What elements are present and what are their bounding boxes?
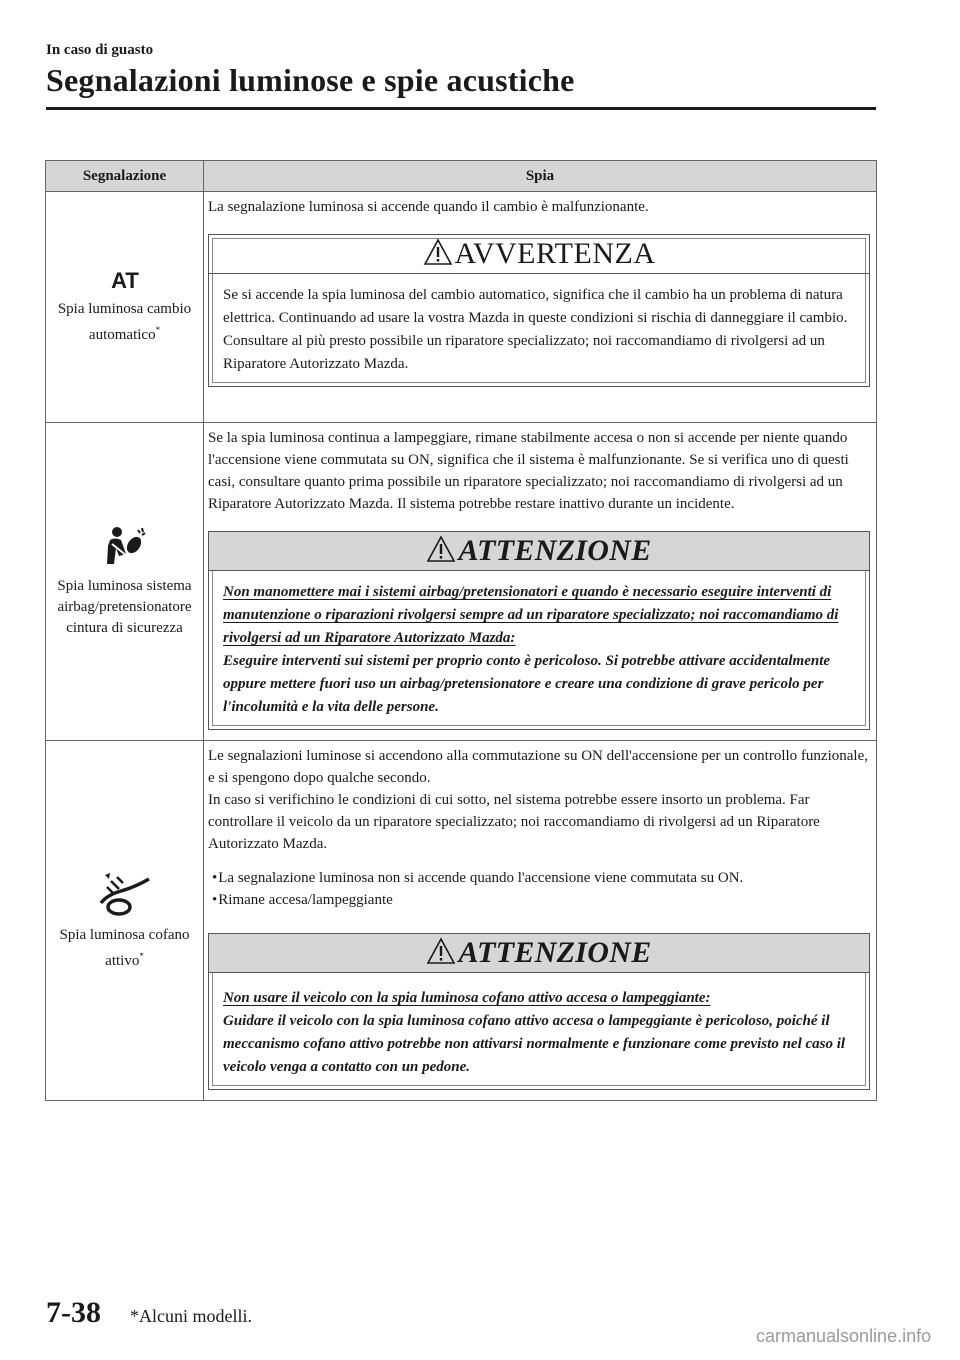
table-row bbox=[46, 423, 877, 741]
warning-lights-table bbox=[45, 160, 877, 1101]
caution-box-detail: Guidare il veicolo con la spia luminosa cofano attivo accesa o lampeggiante è pericoloso, poiché il meccanismo cofano attivo potrebbe non attivarsi normalmente e funzionare come previsto nel caso il veicolo venga a contatto con un pedone. bbox=[223, 1013, 846, 1075]
table-row bbox=[46, 741, 877, 1101]
signal-cell bbox=[46, 741, 204, 1101]
page-number: 7-38 bbox=[46, 1296, 101, 1329]
caution-box bbox=[208, 933, 870, 1090]
signal-cell bbox=[46, 192, 204, 423]
active-bonnet-icon bbox=[97, 869, 153, 917]
title-rule bbox=[46, 107, 876, 110]
svg-text:AT: AT bbox=[110, 268, 139, 291]
caution-box-title: ATTENZIONE bbox=[458, 936, 652, 969]
light-description: La segnalazione luminosa si accende quando il cambio è malfunzionante. bbox=[208, 199, 649, 215]
table-row bbox=[46, 192, 877, 423]
section-label: In caso di guasto bbox=[46, 42, 154, 58]
caution-box-header bbox=[209, 532, 869, 571]
column-header-light: Spia bbox=[204, 161, 877, 192]
light-description: Le segnalazioni luminose si accendono alla commutazione su ON dell'accensione per un controllo funzionale, e si spengono dopo qualche secondo. bbox=[208, 748, 868, 786]
warning-box-text: Se si accende la spia luminosa del cambio automatico, significa che il cambio ha un problema di natura elettrica. Continuando ad usare la vostra Mazda in queste condizioni si rischia di danneggiare il cambio. Consultare al più presto possibile un riparatore specializzato; noi raccomandiamo di rivolgersi ad un Riparatore Autorizzato Mazda. bbox=[223, 287, 848, 372]
page-title: Segnalazioni luminose e spie acustiche bbox=[46, 62, 575, 98]
condition-list bbox=[212, 867, 870, 911]
list-item: • Rimane accesa/lampeggiante bbox=[212, 889, 870, 911]
light-description: Se la spia luminosa continua a lampeggiare, rimane stabilmente accesa o non si accende per niente quando l'accensione viene commutata su ON, significa che il sistema è malfunzionante. Se si verifica uno di questi casi, consultare quanto prima possibile un riparatore specializzato; noi raccomandiamo di rivolgersi ad un Riparatore Autorizzato Mazda. Il sistema potrebbe restare inattivo durante un incidente. bbox=[208, 430, 849, 512]
light-cell bbox=[204, 192, 877, 423]
warning-triangle-icon bbox=[426, 535, 456, 563]
warning-box bbox=[208, 234, 870, 387]
airbag-icon bbox=[102, 524, 148, 568]
caution-box-detail: Eseguire interventi sui sistemi per proprio conto è pericoloso. Si potrebbe attivare accidentalmente oppure mettere fuori uso un airbag/pretensionatore e creare una condizione di grave pericolo per l'incolumità e la vita delle persone. bbox=[223, 653, 831, 715]
caution-box-title: ATTENZIONE bbox=[458, 534, 652, 567]
light-description-2: In caso si verifichino le condizioni di cui sotto, nel sistema potrebbe essere insorto un problema. Far controllare il veicolo da un riparatore specializzato; noi raccomandiamo di rivolgersi ad un Riparatore Autorizzato Mazda. bbox=[208, 792, 820, 852]
warning-box-header bbox=[209, 235, 869, 274]
signal-label: Spia luminosa cofano attivo* bbox=[59, 927, 190, 969]
signal-label: Spia luminosa sistema airbag/pretensionatore cintura di sicurezza bbox=[57, 578, 192, 636]
caution-box-text bbox=[209, 973, 869, 1089]
caution-box bbox=[208, 531, 870, 730]
warning-box-title: AVVERTENZA bbox=[454, 237, 656, 270]
column-header-signal: Segnalazione bbox=[46, 161, 204, 192]
caution-box-emphasis: Non manomettere mai i sistemi airbag/pretensionatori e quando è necessario eseguire interventi di manutenzione o riparazioni rivolgersi sempre ad un riparatore specializzato; noi raccomandiamo di rivolgersi ad un Riparatore Autorizzato Mazda: bbox=[223, 584, 839, 646]
watermark: carmanualsonline.info bbox=[756, 1326, 932, 1346]
caution-box-header bbox=[209, 934, 869, 973]
signal-cell bbox=[46, 423, 204, 741]
light-cell bbox=[204, 741, 877, 1101]
caution-box-text bbox=[209, 571, 869, 729]
signal-label: Spia luminosa cambio automatico* bbox=[57, 300, 192, 343]
warning-triangle-icon bbox=[426, 937, 456, 965]
warning-triangle-icon bbox=[423, 238, 453, 266]
at-warning-icon bbox=[105, 269, 145, 291]
table-header-row bbox=[46, 161, 877, 192]
caution-box-emphasis: Non usare il veicolo con la spia luminosa cofano attivo accesa o lampeggiante: bbox=[223, 990, 711, 1006]
list-item: • La segnalazione luminosa non si accende quando l'accensione viene commutata su ON. bbox=[212, 867, 870, 889]
footnote: *Alcuni modelli. bbox=[130, 1306, 252, 1326]
light-cell bbox=[204, 423, 877, 741]
